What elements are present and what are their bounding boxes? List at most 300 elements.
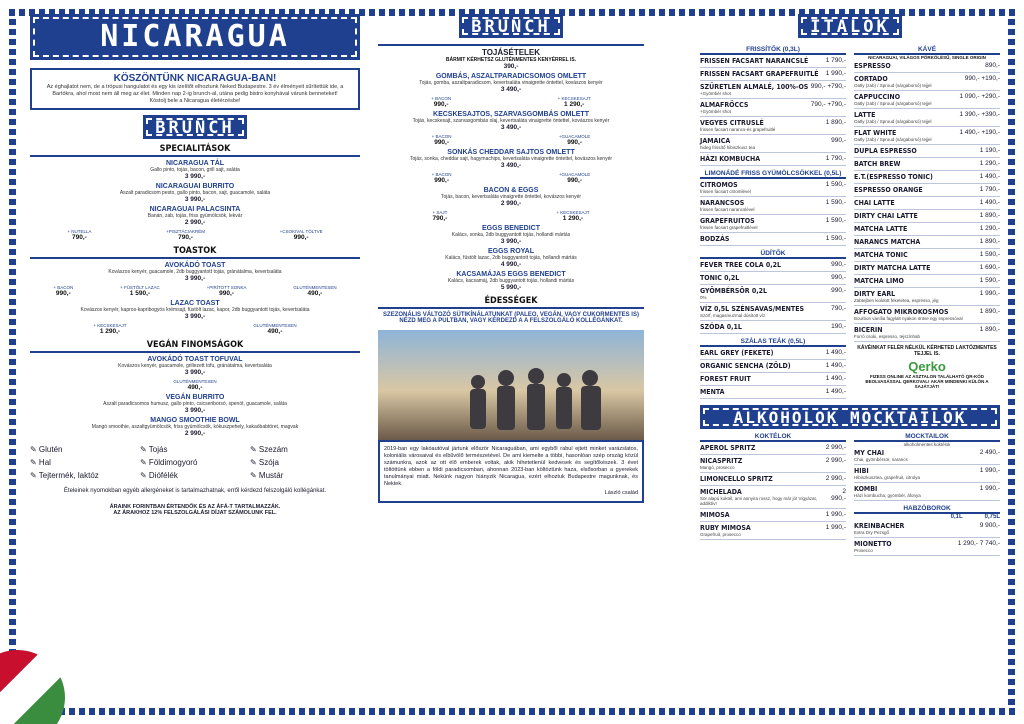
gluten-free-note: BÁRMIT KÉRHETSZ GLUTÉNMENTES KENYÉRREL IS. — [445, 57, 577, 63]
extra-price: 1 290,- — [564, 101, 585, 108]
price-note-1: ÁRAINK FORINTBAN ÉRTENDŐK ÉS AZ ÁFÁ-T TARTALMAZZÁK. — [109, 504, 281, 510]
item-price: 3 490,- — [500, 124, 522, 131]
price-large: 7 740,- — [979, 540, 1000, 547]
drink-name: FRISSEN FACSART NARANCSLÉ — [700, 57, 809, 65]
extra-label: GLUTÉNMENTESEN — [173, 379, 217, 384]
drink-price: 1 890,- — [979, 238, 1000, 245]
item-name: VEGÁN BURRITO — [165, 394, 225, 401]
extra-option — [559, 134, 590, 146]
drink-row — [700, 321, 846, 334]
drink-name: GYÖMBÉRSÖR 0,2L — [700, 287, 767, 295]
drink-price: 1 890,- — [979, 326, 1000, 333]
drink-desc: Zabtejben kioldott feketetea, espresso, jég — [854, 298, 939, 303]
drink-price: 1 490,- — [825, 375, 846, 382]
section-title: SPECIALITÁSOK — [30, 144, 360, 157]
drink-left — [700, 305, 804, 318]
drink-section-title: ÜDÍTŐK — [700, 250, 846, 259]
left-sections — [30, 144, 360, 437]
legend-item: ✎ Tejtermék, laktóz — [30, 471, 99, 480]
drink-row — [854, 465, 1000, 483]
extra-label: +PISZTÁCIAKRÉM — [166, 229, 206, 234]
drink-left — [854, 485, 921, 498]
drink-row — [700, 179, 846, 197]
drink-row — [700, 215, 846, 233]
extra-label: + BACON — [431, 134, 452, 139]
drink-name: APEROL SPRITZ — [700, 444, 756, 452]
drink-left — [700, 524, 751, 537]
drink-row — [700, 455, 846, 473]
drink-name: VEGYES CITRUSLÉ — [700, 119, 764, 127]
extra-option — [432, 134, 452, 146]
drinks-right — [854, 42, 1000, 399]
menu-item — [378, 111, 644, 146]
extra-label: + NUTELLA — [67, 229, 92, 234]
drink-price: 1 490,- — [979, 199, 1000, 206]
drink-name: FLAT WHITE — [854, 129, 897, 137]
drink-price: 1 090,- +290,- — [959, 93, 1000, 100]
drink-desc: Oatly (zab) / Sproud (sárgaborsó) tejjel — [854, 137, 932, 142]
gluten-free-price: 390,- — [503, 63, 519, 70]
drink-desc: Bourbon vanília fagylalt nyakon öntve egy espressóval — [854, 316, 963, 321]
drink-price: 1 690,- — [979, 264, 1000, 271]
middle-column — [378, 14, 644, 503]
drink-desc: Prosecco — [854, 548, 873, 553]
drink-price: 1 590,- — [825, 235, 846, 242]
drink-name: BODZÁS — [700, 235, 730, 243]
drink-desc: frissen facsart narancslével — [700, 207, 755, 212]
menu-item — [30, 183, 360, 203]
drink-name: MIONETTO — [854, 540, 892, 548]
qerko-text: FIZESS ONLINE AZ ASZTALON TALÁLHATÓ QR-KÓD BEOLVASÁSSAL QERKOVAL! AKÁR MINDENKI KÜLÖN A SAJÁTJÁT! — [865, 374, 989, 389]
section-title: TOASTOK — [30, 246, 360, 259]
extra-price: 490,- — [187, 384, 203, 391]
coffee-sub: NICARAGUAI, VILÁGOS PÖRKÖLÉSŰ, SINGLE ORIGIN — [868, 55, 986, 60]
egg-items — [378, 73, 644, 291]
menu-item — [378, 271, 644, 291]
drink-desc: frissen facsart narancs-és grapefruitlé — [700, 127, 776, 132]
extra-label: + KECSKESAJT — [556, 210, 590, 215]
drink-row — [854, 73, 1000, 91]
drink-row — [854, 223, 1000, 236]
drink-left — [854, 111, 932, 124]
menu-item — [378, 73, 644, 108]
drink-price: 1 590,- — [825, 199, 846, 206]
drink-left — [700, 155, 760, 163]
extra-label: +CSOKIVAL TÖLTVE — [279, 229, 323, 234]
drink-desc: Oatly (zab) / Sproud (sárgaborsó) tejjel — [854, 101, 932, 106]
alcohol-title: ALKOHOLOK MOCKTAILOK — [700, 405, 1000, 429]
extra-label: + SAJT — [432, 210, 448, 215]
drink-left — [700, 475, 773, 483]
drink-row — [700, 442, 846, 455]
drink-price: 1 490,- +190,- — [959, 129, 1000, 136]
family-photo — [378, 330, 644, 440]
menu-item — [30, 417, 360, 437]
item-desc: Tojás, bacon, kevertsaláta vinaigrette öntettel, kovászos kenyér — [440, 194, 582, 200]
drink-name: DUPLA ESPRESSO — [854, 147, 917, 155]
brunch-title-mid: BRUNCH — [459, 14, 562, 38]
drink-row — [854, 275, 1000, 288]
extra-label: + BACON — [431, 172, 452, 177]
lactose-note: KÁVÉINKAT FELÉR NÉLKÜL KÉRHETED LAKTÓZMENTES TEJJEL IS. — [857, 345, 997, 357]
item-desc: Aszalt paradicsomos humusz, gallo pinto, csicseriborsó, spenót, guacamole, saláta — [103, 401, 287, 407]
drink-price: 1 990,- — [979, 467, 1000, 474]
item-price: 3 990,- — [184, 196, 206, 203]
drink-price: 790,- +790,- — [810, 101, 846, 108]
drink-row — [700, 360, 846, 373]
extra-price: 490,- — [267, 328, 283, 335]
legend-item: ✎ Diófélék — [140, 471, 178, 480]
extra-option — [558, 96, 591, 108]
drink-left — [700, 274, 739, 282]
drink-row — [854, 262, 1000, 275]
drink-name: ESPRESSO ORANGE — [854, 186, 923, 194]
drink-desc: Mangó, prosecco — [700, 465, 735, 470]
extra-option — [293, 285, 336, 297]
wines-title: HABZÓBOROK — [854, 505, 1000, 514]
drink-name: BATCH BREW — [854, 160, 901, 168]
drink-section-title: FRISSÍTŐK (0,3L) — [700, 46, 846, 55]
item-name: KECSKESAJTOS, SZARVASGOMBÁS OMLETT — [433, 111, 589, 118]
drink-price: 1 990,- — [979, 485, 1000, 492]
price-small: 1 290,- — [957, 540, 978, 547]
drink-desc: +Gyömbér shot — [700, 91, 731, 96]
drink-row — [700, 68, 846, 81]
drink-price: 1 190,- — [979, 147, 1000, 154]
drink-left — [700, 323, 742, 331]
drink-price: 1 590,- — [979, 251, 1000, 258]
item-desc: Aszalt paradicsom pesto, gallo pinto, bacon, sajt, guacamole, saláta — [119, 190, 271, 196]
drink-left — [700, 57, 808, 65]
drink-row — [700, 509, 846, 522]
item-desc: Kalács, füstölt lazac, 2db buggyantott tojás, hollandi mártás — [445, 255, 577, 261]
drink-left — [700, 349, 773, 357]
extra-price: 990,- — [55, 290, 71, 297]
drink-row — [854, 538, 1000, 556]
drink-name: LATTE — [854, 111, 876, 119]
legend-item: ✎ Hal — [30, 458, 51, 467]
drink-price: 1 890,- — [979, 212, 1000, 219]
extra-price: 1 290,- — [99, 328, 121, 335]
drink-row — [854, 249, 1000, 262]
legend-item: ✎ Tojás — [140, 445, 168, 454]
drink-row — [700, 486, 846, 509]
drink-price: 2 990,- — [825, 475, 846, 482]
extra-price: 790,- — [71, 234, 87, 241]
cocktails — [700, 429, 846, 556]
extra-label: + KECSKESAJT — [93, 323, 127, 328]
drink-left — [854, 326, 920, 339]
drink-left — [700, 70, 819, 78]
drink-price: 790,- — [831, 305, 846, 312]
menu-item — [30, 262, 360, 297]
drink-prices — [980, 522, 1000, 529]
drink-left — [700, 287, 767, 300]
drink-left — [854, 238, 920, 246]
drink-left — [854, 93, 932, 106]
allergen-legend — [30, 445, 360, 480]
drink-desc: 0% — [700, 295, 707, 300]
drink-row — [854, 210, 1000, 223]
item-name: LAZAC TOAST — [170, 300, 220, 307]
qerko-logo: Qerko — [908, 359, 946, 374]
legend-item: ✎ Mustár — [250, 471, 284, 480]
drink-left — [854, 173, 933, 181]
drink-desc: Forró csoki, espresso, tejszínhab — [854, 334, 921, 339]
drink-price: 1 890,- — [979, 308, 1000, 315]
drink-name: ORGANIC SENCHA (ZÖLD) — [700, 362, 791, 370]
drink-left — [854, 212, 918, 220]
item-desc: Kovászos kenyér, kapros-kapribogyós krémsajt, füstölt lazac, kapor, 2db buggyantott tojás, kevertsaláta — [80, 307, 310, 313]
item-extras — [378, 172, 644, 184]
extra-price: 490,- — [307, 290, 323, 297]
extra-option — [280, 229, 323, 241]
extra-option — [431, 96, 451, 108]
drink-left — [854, 277, 904, 285]
drink-name: MATCHA LATTE — [854, 225, 908, 233]
item-name: EGGS BENEDICT — [482, 225, 540, 232]
drink-name: SZŰRETLEN ALMALÉ, 100%-OS — [700, 83, 809, 91]
drink-name: CITROMOS — [700, 181, 738, 189]
drink-name: MIMOSA — [700, 511, 730, 519]
extra-option — [432, 172, 452, 184]
drink-name: MATCHA LIMO — [854, 277, 904, 285]
item-desc: Tojás, gomba, aszaltparadicsom, kevertsaláta vinaigrette öntettel, kovászos kenyér — [419, 80, 603, 86]
drink-row — [700, 81, 846, 99]
egg-section-title: TOJÁSÉTELEK — [378, 44, 644, 57]
drink-name: CAPPUCCINO — [854, 93, 901, 101]
extra-option — [207, 285, 247, 297]
drink-left — [700, 488, 827, 506]
drink-name: FRISSEN FACSART GRAPEFRUITLÉ — [700, 70, 819, 78]
item-extras — [378, 134, 644, 146]
extra-label: +GUACAMOLE — [558, 172, 591, 177]
drinks-title: ITALOK — [798, 14, 901, 38]
menu-item — [30, 206, 360, 241]
drink-price: 1 490,- — [979, 173, 1000, 180]
drink-price: 1 490,- — [825, 362, 846, 369]
item-extras — [30, 379, 360, 391]
drink-row — [700, 135, 846, 153]
price-note-2: AZ ÁRAKHOZ 12% FELSZOLGÁLÁSI DÍJAT SZÁMOLUNK FEL. — [113, 510, 277, 516]
drink-price: 1 990,- — [825, 70, 846, 77]
extra-option — [173, 379, 216, 391]
drink-row — [854, 91, 1000, 109]
brunch-title-left: BRUNCH — [143, 115, 246, 139]
welcome-title: KÖSZÖNTÜNK NICARAGUA-BAN! — [113, 73, 277, 84]
item-price: 3 490,- — [500, 162, 522, 169]
menu-item — [30, 160, 360, 180]
drink-name: E.T.(ESPRESSO TONIC) — [854, 173, 933, 181]
drink-name: NARANCSOS — [700, 199, 745, 207]
extra-label: + BACON — [53, 285, 74, 290]
drink-row — [700, 285, 846, 303]
drink-desc: Extra Dry Pezsgő — [854, 530, 890, 535]
drink-price: 1 590,- — [979, 277, 1000, 284]
drink-left — [854, 522, 904, 535]
item-desc: Gallo pinto, tojás, bacon, grill sajt, saláta — [150, 167, 240, 173]
drink-name: MENTA — [700, 388, 725, 396]
item-name: BACON & EGGS — [483, 187, 539, 194]
drink-name: FOREST FRUIT — [700, 375, 751, 383]
extra-price: 990,- — [293, 234, 309, 241]
cocktails-list — [700, 442, 846, 540]
drink-price: 2 490,- — [979, 449, 1000, 456]
legend-item: ✎ Földimogyoró — [140, 458, 198, 467]
drink-price: 1 790,- — [979, 186, 1000, 193]
item-desc: Kovászos kenyér, guacamole, 2db buggyantott tojás, gránátalma, kevertsaláta — [108, 269, 282, 275]
drink-name: NARANCS MATCHA — [854, 238, 921, 246]
extra-label: + FÜSTÖLT LAZAC — [120, 285, 160, 290]
drink-row — [854, 236, 1000, 249]
drink-price: 990,- — [831, 137, 846, 144]
drink-price: 1 290,- — [979, 160, 1000, 167]
drink-left — [854, 540, 892, 553]
nicaragua-title: NICARAGUA — [30, 14, 360, 60]
drink-name: HIBI — [854, 467, 869, 475]
item-desc: Tojás, kecskesajt, szarvasgombás olaj, kevertsaláta vinaigrette öntettel, kovászos kenyér — [412, 118, 610, 124]
item-extras — [378, 96, 644, 108]
item-name: SONKÁS CHEDDAR SAJTOS OMLETT — [447, 149, 575, 156]
drink-price: 1 990,- — [979, 290, 1000, 297]
drink-price: 1 390,- +390,- — [959, 111, 1000, 118]
extra-price: 790,- — [432, 215, 448, 222]
extra-label: + KECSKESAJT — [557, 96, 591, 101]
allergen-note: Ételeinek nyomokban egyéb allergéneket is tartalmazhatnak, erről kérdezd felszolgáló kollégánkat. — [63, 488, 327, 494]
drink-price: 2 990,- — [825, 444, 846, 451]
family-silhouettes-icon — [378, 330, 644, 440]
drink-left — [854, 186, 923, 194]
extra-option — [53, 285, 73, 297]
drink-left — [700, 217, 758, 230]
item-price: 2 990,- — [184, 430, 206, 437]
extra-price: 990,- — [433, 101, 449, 108]
drink-row — [854, 520, 1000, 538]
menu-item — [378, 225, 644, 245]
drink-desc: hideg frissítő hibiszkusz tea — [700, 145, 756, 150]
drink-name: KOMBI — [854, 485, 878, 493]
item-name: MANGO SMOOTHIE BOWL — [150, 417, 240, 424]
drink-desc: Oatly (zab) / Sproud (sárgaborsó) tejjel — [854, 119, 932, 124]
story-box — [378, 440, 644, 503]
extra-option — [253, 323, 296, 335]
drink-left — [700, 457, 742, 470]
extra-option — [93, 323, 126, 335]
drink-row — [700, 473, 846, 486]
price-large: 9 900,- — [979, 522, 1000, 529]
drink-row — [854, 171, 1000, 184]
welcome-sign: Kóstolj bele a Nicaragua életérzésbe! — [149, 98, 241, 104]
drink-price: 190,- — [831, 323, 846, 330]
legend-item: ✎ Szezám — [250, 445, 288, 454]
drink-row — [854, 145, 1000, 158]
drink-left — [700, 444, 755, 452]
drink-row — [700, 386, 846, 399]
extra-price: 990,- — [567, 177, 583, 184]
extra-option — [166, 229, 205, 241]
extra-price: 990,- — [434, 177, 450, 184]
drink-left — [700, 101, 748, 114]
item-extras — [378, 210, 644, 222]
seasonal-note: SZEZONÁLIS VÁLTOZÓ SÜTIKÍNÁLATUNKAT (PALEO, VEGÁN, VAGY CUKORMENTES IS) NÉZD MEG A PULTBAN, VAGY KÉRDEZD A A FELSZOLGÁLÓ KOLLÉGÁNKAT. — [383, 312, 639, 324]
drink-name: DIRTY EARL — [854, 290, 896, 298]
item-desc: Tojás, sonka, cheddar sajt, hagymachips, kevertsaláta vinaigrette öntettel, kovászos kenyér — [409, 156, 613, 162]
drink-left — [854, 160, 900, 168]
item-extras — [30, 285, 360, 297]
drink-left — [700, 235, 729, 243]
item-desc: Kovászos kenyér, guacamole, grillezett tofu, gránátalma, kevertsaláta — [118, 363, 272, 369]
cocktails-title: KOKTÉLOK — [700, 433, 846, 442]
drink-name: ALMAFRÖCCS — [700, 101, 749, 109]
extra-option — [559, 172, 590, 184]
drink-name: LIMONCELLO SPRITZ — [700, 475, 773, 483]
drink-price: 990,- +190,- — [964, 75, 1000, 82]
drink-left — [854, 308, 963, 321]
drink-left — [854, 147, 917, 155]
drink-row — [854, 306, 1000, 324]
legend-item: ✎ Glutén — [30, 445, 63, 454]
drink-price: 890,- — [985, 62, 1000, 69]
item-extras — [30, 323, 360, 335]
item-price: 2 990,- — [500, 200, 522, 207]
item-price: 3 990,- — [184, 313, 206, 320]
item-name: NICARAGUA TÁL — [165, 160, 225, 167]
drink-name: RUBY MIMOSA — [700, 524, 751, 532]
drink-row — [700, 303, 846, 321]
drink-desc: Házi kombucha, gyömbér, áfonya — [854, 493, 921, 498]
story-signature: László család — [604, 490, 638, 496]
item-name: AVOKÁDÓ TOAST — [164, 262, 226, 269]
sweets-title: ÉDESSÉGEK — [378, 296, 644, 309]
drink-price: 1 790,- — [825, 57, 846, 64]
drinks-left — [700, 42, 846, 399]
coffee-title: KÁVÉ — [854, 46, 1000, 55]
drink-prices — [958, 540, 1000, 547]
drink-row — [700, 197, 846, 215]
extra-label: +GUACAMOLE — [558, 134, 591, 139]
drink-name: TONIC 0,2L — [700, 274, 740, 282]
item-name: GOMBÁS, ASZALTPARADICSOMOS OMLETT — [435, 73, 587, 80]
extra-label: GLUTÉNMENTESEN — [253, 323, 297, 328]
extra-label: GLUTÉNMENTESEN — [293, 285, 337, 290]
drink-left — [854, 467, 920, 480]
drink-row — [854, 483, 1000, 501]
drink-desc: frissen facsart grapefruitlével — [700, 225, 758, 230]
drink-price: 1 490,- — [825, 388, 846, 395]
drink-name: SZÓDA 0,1L — [700, 323, 742, 331]
extra-price: 990,- — [219, 290, 234, 297]
drink-left — [700, 199, 755, 212]
drink-price: 990,- — [831, 274, 846, 281]
extra-option — [67, 229, 91, 241]
mocktails-sub: alkoholmentes koktélok — [903, 442, 951, 447]
extra-option — [120, 285, 160, 297]
drink-left — [854, 251, 908, 259]
item-price: 3 990,- — [184, 407, 206, 414]
drink-name: BICERIN — [854, 326, 883, 334]
item-name: KACSAMÁJAS EGGS BENEDICT — [456, 271, 566, 278]
item-price: 5 990,- — [500, 284, 522, 291]
extra-option — [432, 210, 447, 222]
welcome-box — [30, 68, 360, 110]
extra-option — [556, 210, 589, 222]
left-column — [30, 14, 360, 516]
item-name: NICARAGUAI BURRITO — [155, 183, 235, 190]
drink-price: 2 990,- — [825, 457, 846, 464]
extra-label: + BACON — [431, 96, 452, 101]
item-price: 3 990,- — [184, 275, 206, 282]
item-price: 3 990,- — [500, 238, 522, 245]
